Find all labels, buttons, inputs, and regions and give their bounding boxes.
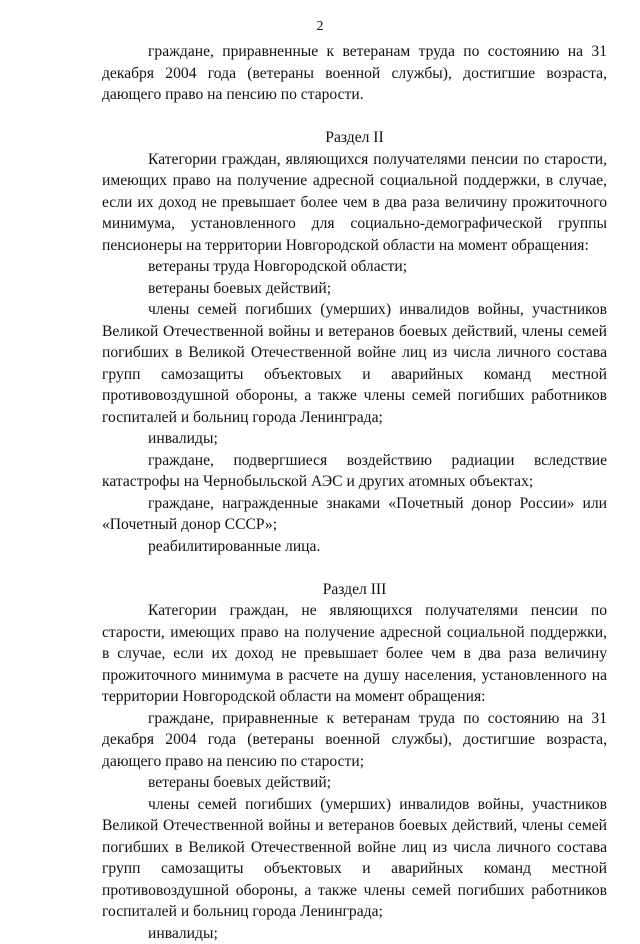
paragraph: граждане, подвергшиеся воздействию радиации вследствие катастрофы на Чернобыльской АЭС и других атомных объектах;	[102, 450, 607, 493]
paragraph: граждане, награжденные знаками «Почетный донор России» или «Почетный донор СССР»;	[102, 493, 607, 536]
paragraph: инвалиды;	[102, 923, 607, 944]
paragraph: Категории граждан, являющихся получателями пенсии по старости, имеющих право на получение адресной социальной поддержки, в случае, если их доход не превышает более чем в два раза величину прожиточного минимума, установленного для социально-демографической группы пенсионеры на территории Новгородской области на момент обращения:	[102, 149, 607, 257]
section-heading: Раздел III	[102, 579, 607, 601]
paragraph: ветераны боевых действий;	[102, 772, 607, 794]
paragraph: реабилитированные лица.	[102, 536, 607, 558]
paragraph: члены семей погибших (умерших) инвалидов войны, участников Великой Отечественной войны и ветеранов боевых действий, члены семей погибших в Великой Отечественной войне лиц из числа личного состава групп самозащиты объектовых и аварийных команд местной противовоздушной обороны, а также члены семей погибших работников госпиталей и больниц города Ленинграда;	[102, 299, 607, 428]
paragraph: ветераны труда Новгородской области;	[102, 256, 607, 278]
document-body	[102, 41, 607, 944]
paragraph: граждане, приравненные к ветеранам труда по состоянию на 31 декабря 2004 года (ветераны военной службы), достигшие возраста, дающего право на пенсию по старости.	[102, 41, 607, 106]
section-heading: Раздел II	[102, 127, 607, 149]
paragraph: инвалиды;	[102, 428, 607, 450]
page-number: 2	[0, 18, 640, 36]
section-spacer	[102, 557, 607, 579]
section-spacer	[102, 106, 607, 128]
paragraph: ветераны боевых действий;	[102, 278, 607, 300]
paragraph: члены семей погибших (умерших) инвалидов войны, участников Великой Отечественной войны и ветеранов боевых действий, члены семей погибших в Великой Отечественной войне лиц из числа личного состава групп самозащиты объектовых и аварийных команд местной противовоздушной обороны, а также члены семей погибших работников госпиталей и больниц города Ленинграда;	[102, 794, 607, 923]
paragraph: граждане, приравненные к ветеранам труда по состоянию на 31 декабря 2004 года (ветераны военной службы), достигшие возраста, дающего право на пенсию по старости;	[102, 708, 607, 773]
paragraph: Категории граждан, не являющихся получателями пенсии по старости, имеющих право на получение адресной социальной поддержки, в случае, если их доход не превышает более чем в два раза величину прожиточного минимума в расчете на душу населения, установленного на территории Новгородской области на момент обращения:	[102, 600, 607, 708]
